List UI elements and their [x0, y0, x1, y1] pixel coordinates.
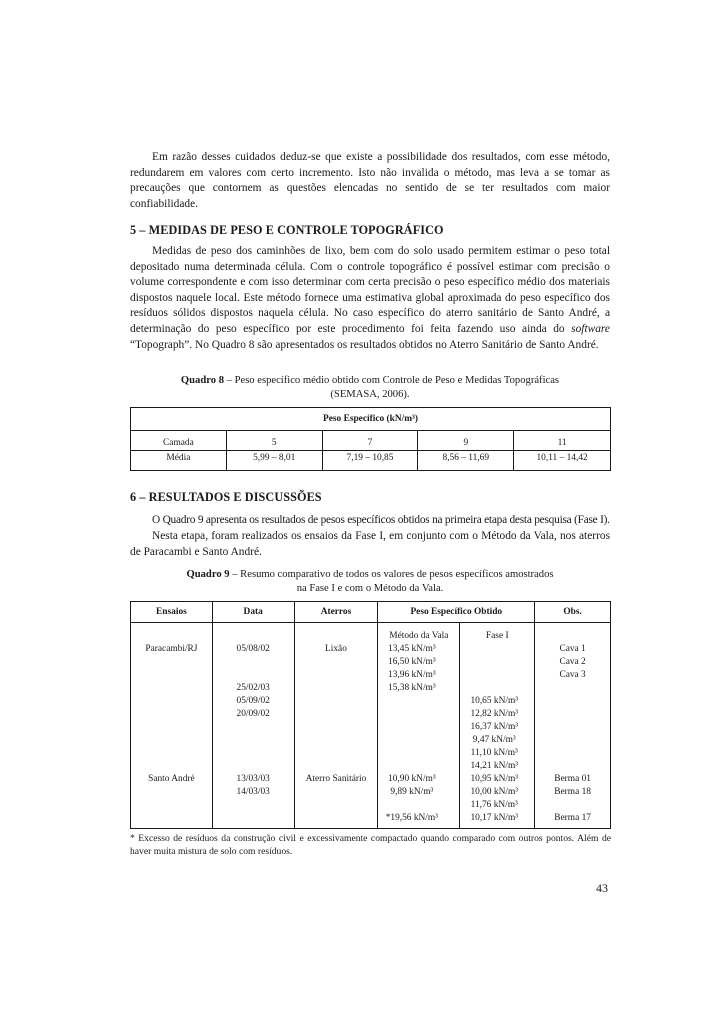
table-cell-aterros [295, 760, 378, 773]
table-cell-aterros [295, 656, 378, 669]
quadro-9-footnote: * Excesso de resíduos da construção civil e excessivamente compactado quando comparado com outros pontos. Além de haver muita mistura de solo com resíduos. [130, 833, 611, 857]
table-cell-data [213, 812, 294, 825]
table-cell-f1 [460, 643, 534, 656]
table-cell-aterros [295, 682, 378, 695]
table-cell-data [213, 747, 294, 760]
table-cell-ensaios [131, 747, 212, 760]
quadro-8-cell: 5,99 – 8,01 [226, 451, 322, 471]
table-cell-obs [535, 721, 610, 734]
table-cell-obs [535, 630, 610, 643]
table-cell-data [213, 656, 294, 669]
table-cell-mv [378, 760, 459, 773]
table-cell-obs [535, 682, 610, 695]
table-cell-data [213, 721, 294, 734]
table-cell-ensaios [131, 682, 212, 695]
table-cell-data [213, 799, 294, 812]
quadro-8-cell: 10,11 – 14,42 [514, 451, 611, 471]
quadro-8-caption [130, 374, 610, 402]
table-cell-mv [378, 734, 459, 747]
table-cell-f1: 10,95 kN/m³ [470, 774, 519, 784]
table-cell-f1: 14,21 kN/m³ [470, 761, 519, 771]
table-cell-ensaios [131, 812, 212, 825]
table-cell-ensaios [131, 656, 212, 669]
table-cell-mv [378, 799, 459, 812]
table-cell-data: 25/02/03 [236, 683, 270, 693]
table-cell-mv: 13,45 kN/m³ [388, 644, 436, 654]
table-cell-f1: 10,65 kN/m³ [470, 696, 519, 706]
header-obs: Obs. [535, 602, 611, 623]
table-cell-f1: 16,37 kN/m³ [470, 722, 519, 732]
table-cell-ensaios [131, 786, 212, 799]
table-cell-obs: Cava 2 [559, 657, 586, 667]
table-cell-f1: 10,17 kN/m³ [470, 813, 519, 823]
quadro-8-cell: 5 [226, 431, 322, 451]
table-cell-ensaios [131, 799, 212, 812]
quadro-8-cell: 9 [418, 431, 514, 451]
table-cell-data: 05/08/02 [236, 644, 270, 654]
table-cell-obs: Berma 18 [554, 787, 591, 797]
table-cell-aterros [295, 799, 378, 812]
table-cell-obs [535, 747, 610, 760]
column-aterros [294, 623, 378, 829]
table-cell-ensaios: Santo André [148, 774, 195, 784]
table-cell-mv: 15,38 kN/m³ [388, 683, 436, 693]
table-cell-mv [378, 721, 459, 734]
table-cell-aterros [295, 708, 378, 721]
table-cell-f1 [460, 656, 534, 669]
header-aterros: Aterros [294, 602, 378, 623]
table-cell-f1 [460, 682, 534, 695]
intro-paragraph: Em razão desses cuidados deduz-se que existe a possibilidade dos resultados, com esse método, redundarem em valores com certo incremento. Isto não invalida o método, mas leva a se tomar as precauções que contornem as questões elencadas no sentido de se ter resultados com maior confiabilidade. [130, 151, 610, 210]
table-cell-aterros [295, 695, 378, 708]
table-cell-data [213, 760, 294, 773]
table-cell-obs: Berma 01 [554, 774, 591, 784]
section-6-heading: 6 – RESULTADOS E DISCUSSÕES [130, 490, 322, 504]
table-cell-mv: Método da Vala [389, 631, 449, 641]
quadro-9-caption [130, 568, 610, 596]
table-cell-data [213, 734, 294, 747]
table-cell-obs [535, 760, 610, 773]
table-cell-aterros [295, 812, 378, 825]
table-cell-mv: 16,50 kN/m³ [388, 657, 436, 667]
table-cell-obs: Berma 17 [554, 813, 591, 823]
quadro-8-cell: Camada [131, 431, 227, 451]
table-cell-data: 05/09/02 [236, 696, 270, 706]
table-cell-ensaios: Paracambi/RJ [145, 644, 198, 654]
section-6-paragraph-2: Nesta etapa, foram realizados os ensaios da Fase I, em conjunto com o Método da Vala, nos aterros de Paracambi e Santo André. [130, 530, 610, 558]
table-cell-obs [535, 799, 610, 812]
table-cell-data: 20/09/02 [236, 709, 270, 719]
table-cell-data [213, 669, 294, 682]
software-italic: software [571, 322, 610, 335]
column-ensaios [131, 623, 213, 829]
table-cell-mv: *19,56 kN/m³ [385, 813, 438, 823]
table-cell-aterros [295, 721, 378, 734]
table-cell-aterros [295, 786, 378, 799]
table-cell-aterros [295, 747, 378, 760]
column-metodo-vala [378, 623, 460, 829]
quadro-8-cell: 7,19 – 10,85 [322, 451, 418, 471]
table-cell-obs: Cava 1 [559, 644, 586, 654]
quadro-8-header: Peso Específico (kN/m³) [131, 408, 611, 431]
table-cell-ensaios [131, 695, 212, 708]
quadro-8-caption-line2: (SEMASA, 2006). [330, 389, 410, 400]
table-cell-aterros [295, 669, 378, 682]
table-cell-ensaios [131, 669, 212, 682]
table-cell-mv: 10,90 kN/m³ [388, 774, 436, 784]
table-cell-mv [378, 747, 459, 760]
section-5-paragraph [130, 244, 610, 353]
table-cell-f1: Fase I [485, 631, 509, 641]
quadro-8-cell: Média [131, 451, 227, 471]
table-cell-data: 13/03/03 [236, 774, 270, 784]
quadro-8-cell: 7 [322, 431, 418, 451]
quadro-9-caption-line2: na Fase I e com o Método da Vala. [296, 583, 444, 594]
table-cell-f1: 10,00 kN/m³ [470, 787, 519, 797]
page-number: 43 [596, 881, 608, 895]
table-cell-f1: 11,76 kN/m³ [470, 800, 518, 810]
table-cell-data: 14/03/03 [236, 787, 270, 797]
quadro-9-label: Quadro 9 [186, 569, 230, 580]
column-data [212, 623, 294, 829]
table-cell-mv: 13,96 kN/m³ [388, 670, 436, 680]
table-cell-aterros: Lixão [325, 644, 347, 654]
quadro-8-caption-text: – Peso específico médio obtido com Controle de Peso e Medidas Topográficas [224, 375, 560, 386]
table-cell-ensaios [131, 734, 212, 747]
column-fase-1 [460, 623, 535, 829]
quadro-8-label: Quadro 8 [180, 375, 224, 386]
quadro-8-cell: 8,56 – 11,69 [418, 451, 514, 471]
table-cell-aterros [295, 630, 378, 643]
table-cell-obs [535, 695, 610, 708]
table-cell-f1: 12,82 kN/m³ [470, 709, 519, 719]
section-5-text-a: Medidas de peso dos caminhões de lixo, bem com do solo usado permitem estimar o peso total depositado numa determinada célula. Com o controle topográfico é possível estimar com precisão o volume correspondente e com isso determinar com certa precisão o peso específico médio dos materiais dispostos naquele local. Este método fornece uma estimativa global aproximada do peso específico dos resíduos sólidos dispostos naquela célula. No caso específico do aterro sanitário de Santo André, a determinação do peso específico por este procedimento foi feita fazendo uso ainda do [130, 245, 610, 335]
section-5-heading: 5 – MEDIDAS DE PESO E CONTROLE TOPOGRÁFICO [130, 223, 444, 237]
header-peso-especifico: Peso Específico Obtido [378, 602, 535, 623]
table-cell-aterros [295, 734, 378, 747]
table-cell-mv [378, 708, 459, 721]
quadro-8-table [130, 407, 611, 471]
column-obs [535, 623, 611, 829]
quadro-9-table [130, 601, 611, 829]
quadro-8-cell: 11 [514, 431, 611, 451]
table-cell-ensaios [131, 760, 212, 773]
table-cell-data [213, 630, 294, 643]
table-cell-ensaios [131, 630, 212, 643]
table-cell-f1 [460, 669, 534, 682]
quadro-9-caption-text: – Resumo comparativo de todos os valores de pesos específicos amostrados [229, 569, 554, 580]
table-cell-obs [535, 734, 610, 747]
table-cell-f1: 11,10 kN/m³ [470, 748, 518, 758]
section-6-paragraph-1: O Quadro 9 apresenta os resultados de pesos específicos obtidos na primeira etapa desta pesquisa (Fase I). [152, 514, 610, 526]
header-ensaios: Ensaios [131, 602, 213, 623]
table-cell-f1: 9,47 kN/m³ [472, 735, 516, 745]
header-data: Data [212, 602, 294, 623]
table-cell-obs: Cava 3 [559, 670, 586, 680]
table-cell-ensaios [131, 721, 212, 734]
table-cell-ensaios [131, 708, 212, 721]
table-cell-mv: 9,89 kN/m³ [390, 787, 434, 797]
table-cell-mv [378, 695, 459, 708]
table-cell-obs [535, 708, 610, 721]
section-5-text-b: “Topograph”. No Quadro 8 são apresentados os resultados obtidos no Aterro Sanitário de Santo André. [130, 338, 599, 351]
table-cell-aterros: Aterro Sanitário [305, 774, 367, 784]
